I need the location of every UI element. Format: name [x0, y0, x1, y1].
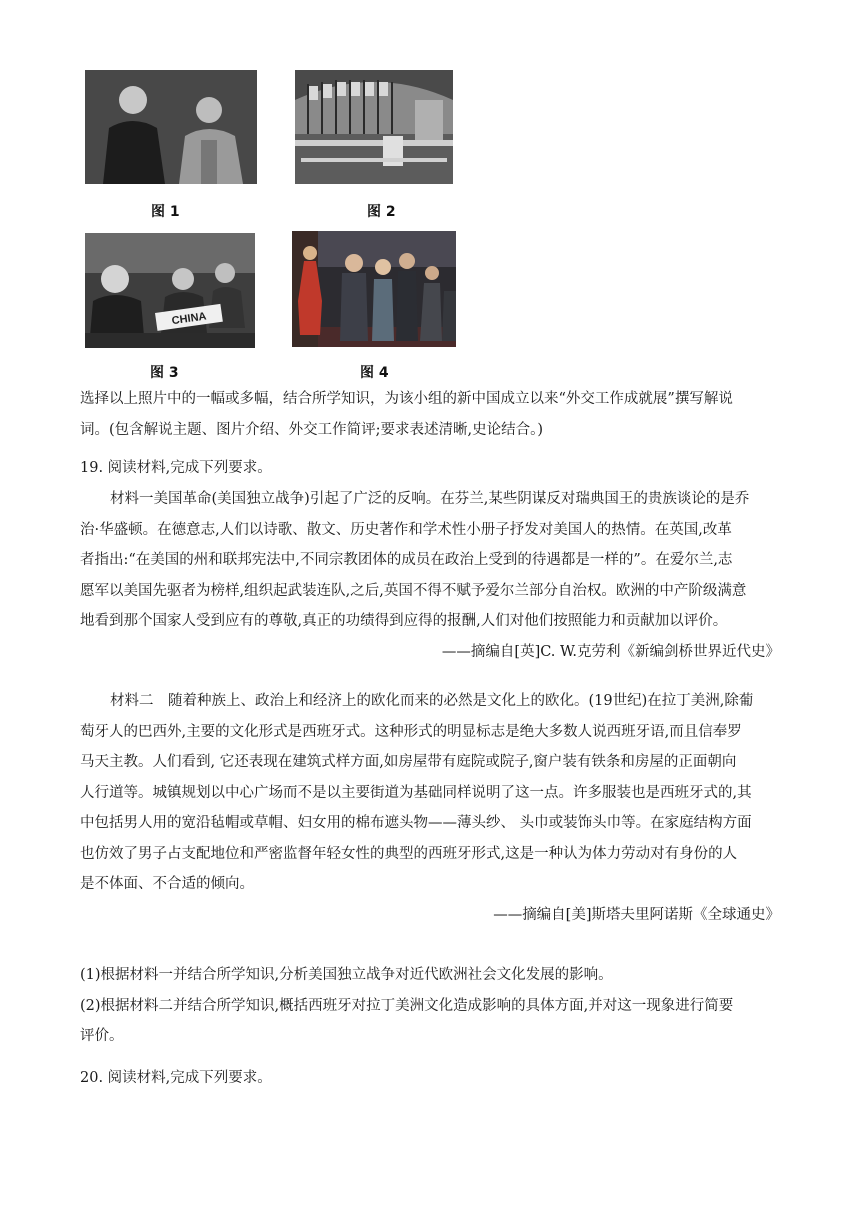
material-1-source: ——摘编自[英]C. W.克劳利《新编剑桥世界近代史》 — [441, 643, 780, 660]
question-19-subquestions — [80, 960, 780, 1052]
china-nameplate: CHINA — [171, 310, 208, 328]
sub-question-1: (1)根据材料一并结合所学知识,分析美国独立战争对近代欧洲社会文化发展的影响。 — [80, 967, 613, 983]
task-prompt — [80, 384, 780, 445]
material-2-line: 人行道等。城镇规划以中心广场而不是以主要街道为基础同样说明了这一点。许多服装也是西班牙式的,其 — [80, 784, 752, 801]
figure-3-photo — [85, 233, 255, 348]
figure-2-caption: 图 2 — [367, 204, 396, 220]
material-2-line: 也仿效了男子占支配地位和严密监督年轻女性的典型的西班牙形式,这是一种认为体力劳动对有身份的人 — [80, 845, 738, 862]
material-2 — [80, 686, 780, 930]
material-2-source: ——摘编自[美]斯塔夫里阿诺斯《全球通史》 — [493, 906, 780, 923]
task-prompt-line: 选择以上照片中的一幅或多幅，结合所学知识，为该小组的新中国成立以来“外交工作成就展”撰写解说 — [80, 391, 733, 407]
figure-1-photo — [85, 70, 257, 184]
material-1 — [80, 484, 780, 667]
material-2-line: 中包括男人用的宽沿毡帽或草帽、妇女用的棉布遮头物——薄头纱、 头巾或装饰头巾等。在家庭结构方面 — [80, 815, 752, 831]
material-2-line: 马天主教。人们看到, 它还表现在建筑式样方面,如房屋带有庭院或院子,窗户装有铁条和房屋的正面朝向 — [80, 754, 737, 770]
sub-question-2-line: (2)根据材料二并结合所学知识,概括西班牙对拉丁美洲文化造成影响的具体方面,并对这一现象进行简要 — [80, 997, 734, 1014]
figure-2-photo — [295, 70, 453, 184]
question-20-heading: 20. 阅读材料,完成下列要求。 — [80, 1070, 272, 1086]
material-2-line: 是不体面、不合适的倾向。 — [80, 876, 254, 892]
material-1-line: 材料一美国革命(美国独立战争)引起了广泛的反响。在芬兰,某些阴谋反对瑞典国王的贵族谈论的是乔 — [110, 491, 750, 507]
figure-4-photo — [292, 231, 456, 347]
material-1-line: 者指出:“在美国的州和联邦宪法中,不同宗教团体的成员在政治上受到的待遇都是一样的”。在爱尔兰,志 — [80, 552, 733, 568]
material-1-line: 治·华盛顿。在德意志,人们以诗歌、散文、历史著作和学术性小册子抒发对美国人的热情。在英国,改革 — [80, 521, 732, 538]
figure-3-caption: 图 3 — [150, 365, 179, 381]
question-19-heading: 19. 阅读材料,完成下列要求。 — [80, 460, 272, 476]
material-1-line: 愿军以美国先驱者为榜样,组织起武装连队,之后,英国不得不赋予爱尔兰部分自治权。欧洲的中产阶级满意 — [80, 582, 747, 599]
figure-1-caption: 图 1 — [151, 204, 180, 220]
material-2-line: 萄牙人的巴西外,主要的文化形式是西班牙式。这种形式的明显标志是绝大多数人说西班牙语,而且信奉罗 — [80, 723, 742, 740]
material-2-line: 材料二 随着种族上、政治上和经济上的欧化而来的必然是文化上的欧化。(19世纪)在拉丁美洲,除葡 — [110, 693, 754, 709]
sub-question-2-line: 评价。 — [80, 1028, 124, 1044]
figure-4-caption: 图 4 — [360, 365, 389, 381]
task-prompt-line: 词。(包含解说主题、图片介绍、外交工作简评;要求表述清晰,史论结合。) — [80, 421, 544, 438]
material-1-line: 地看到那个国家人受到应有的尊敬,真正的功绩得到应得的报酬,人们对他们按照能力和贡献加以评价。 — [80, 613, 728, 629]
